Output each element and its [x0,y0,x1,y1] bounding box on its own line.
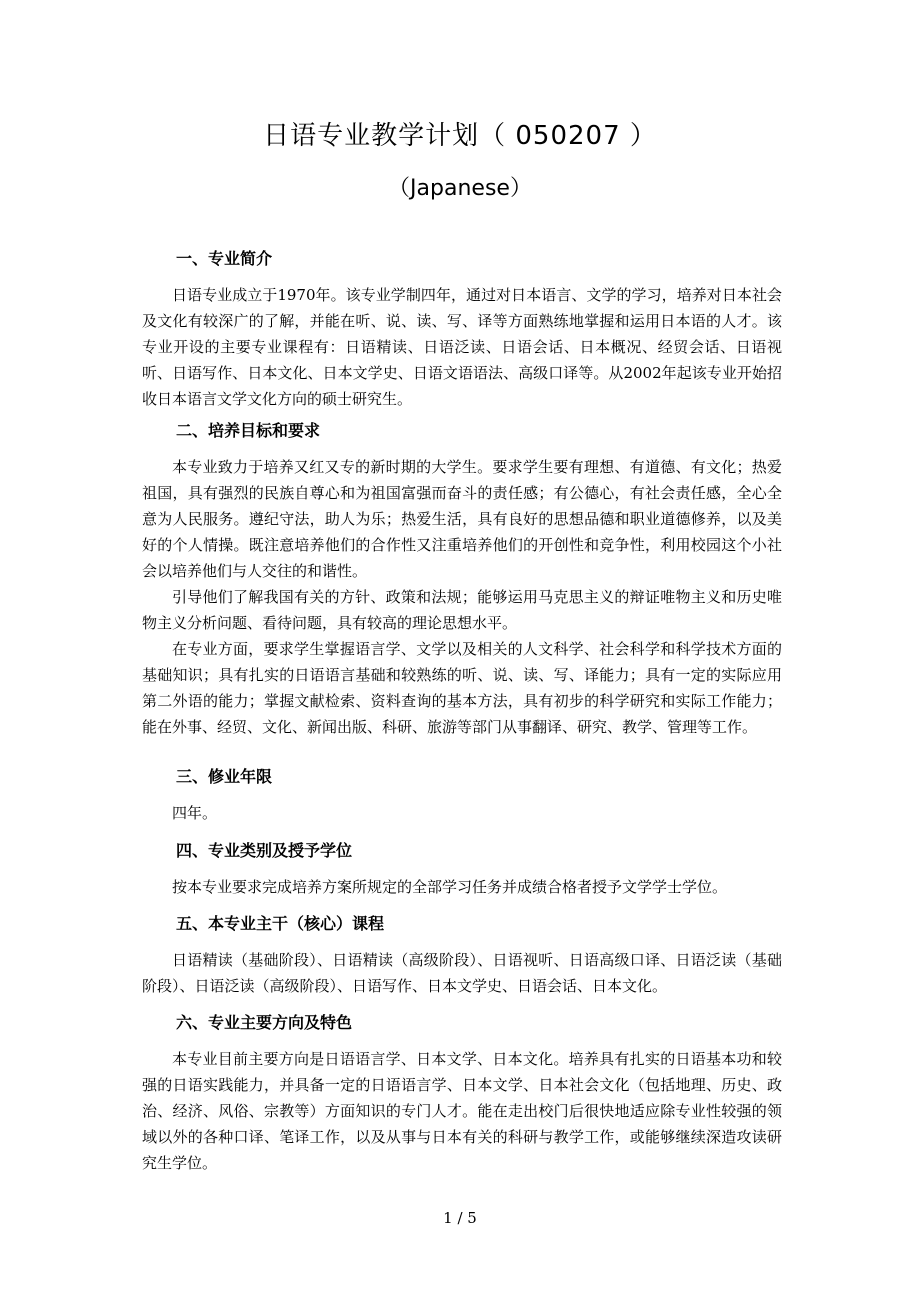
section-heading: 三、修业年限 [176,767,273,786]
section-introduction [142,246,782,412]
section-paragraph: 引导他们了解我国有关的方针、政策和法规；能够运用马克思主义的辩证唯物主义和历史唯物主义分析问题、看待问题，具有较高的理论思想水平。 [142,588,782,632]
section-paragraph: 在专业方面，要求学生掌握语言学、文学以及相关的人文科学、社会科学和科学技术方面的基础知识；具有扎实的日语语言基础和较熟练的听、说、读、写、译能力；具有一定的实际应用第二外语的能力；掌握文献检索、资料查询的基本方法，具有初步的科学研究和实际工作能力；能在外事、经贸、文化、新闻出版、科研、旅游等部门从事翻译、研究、教学、管理等工作。 [142,640,782,736]
page-number: 1 / 5 [443,1209,477,1227]
document-subtitle: （Japanese） [388,176,532,201]
section-heading: 六、专业主要方向及特色 [176,1013,353,1032]
section-heading: 二、培养目标和要求 [176,421,321,440]
section-core-courses [142,911,782,999]
section-paragraph: 日语专业成立于1970年。该专业学制四年，通过对日本语言、文学的学习，培养对日本社会及文化有较深广的了解，并能在听、说、读、写、译等方面熟练地掌握和运用日本语的人才。该专业开设的主要专业课程有：日语精读、日语泛读、日语会话、日本概况、经贸会话、日语视听、日语写作、日本文化、日本文学史、日语文语语法、高级口译等。从2002年起该专业开始招收日本语言文学文化方向的硕士研究生。 [142,286,782,408]
section-paragraph: 按本专业要求完成培养方案所规定的全部学习任务并成绩合格者授予文学学士学位。 [172,878,728,896]
section-duration [142,764,782,826]
section-paragraph: 本专业致力于培养又红又专的新时期的大学生。要求学生要有理想、有道德、有文化；热爱祖国，具有强烈的民族自尊心和为祖国富强而奋斗的责任感；有公德心，有社会责任感，全心全意为人民服务。遵纪守法，助人为乐；热爱生活，具有良好的思想品德和职业道德修养，以及美好的个人情操。既注意培养他们的合作性又注重培养他们的开创性和竞争性，利用校园这个小社会以培养他们与人交往的和谐性。 [142,458,782,580]
section-degree [142,838,782,900]
section-heading: 一、专业简介 [176,249,273,268]
document-title: 日语专业教学计划（ 050207 ） [263,121,657,151]
section-heading: 五、本专业主干（核心）课程 [176,914,385,933]
section-paragraph: 四年。 [172,804,218,822]
section-paragraph: 日语精读（基础阶段）、日语精读（高级阶段）、日语视听、日语高级口译、日语泛读（基础阶段）、日语泛读（高级阶段）、日语写作、日本文学史、日语会话、日本文化。 [142,951,782,995]
section-paragraph: 本专业目前主要方向是日语语言学、日本文学、日本文化。培养具有扎实的日语基本功和较强的日语实践能力，并具备一定的日语语言学、日本文学、日本社会文化（包括地理、历史、政治、经济、风俗、宗教等）方面知识的专门人才。能在走出校门后很快地适应除专业性较强的领域以外的各种口译、笔译工作，以及从事与日本有关的科研与教学工作，或能够继续深造攻读研究生学位。 [142,1050,782,1172]
section-heading: 四、专业类别及授予学位 [176,841,353,860]
section-directions [142,1010,782,1176]
section-objectives [142,418,782,740]
